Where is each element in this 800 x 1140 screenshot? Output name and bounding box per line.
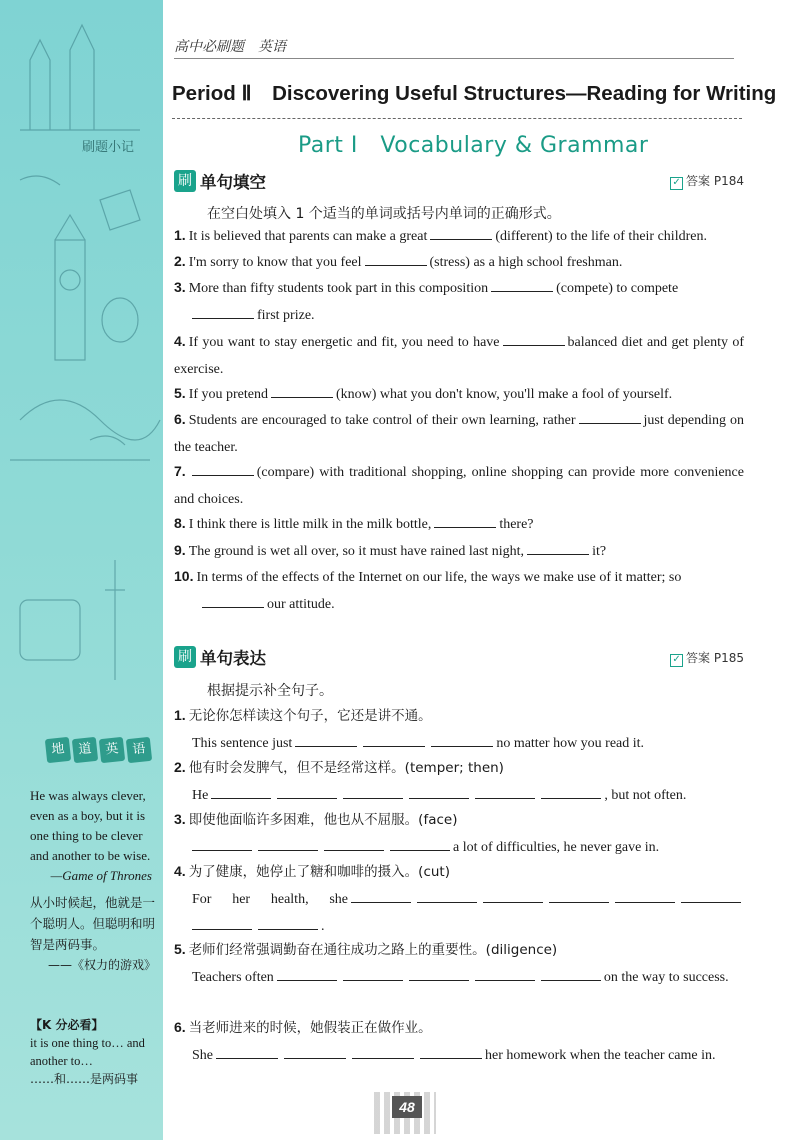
question: 4. If you want to stay energetic and fit, you need to have balanced diet and get plenty of exercise. — [174, 333, 744, 377]
key-point-box — [30, 1016, 156, 1088]
question: 6. 当老师进来的时候，她假装正在做作业。 She her homework when the teacher came in. — [174, 1019, 716, 1063]
question: 3. 即使他面临许多困难，他也从不屈服。(face) a lot of difficulties, he never gave in. — [174, 811, 660, 855]
question: 5. 老师们经常强调勤奋在通往成功之路上的重要性。(diligence) Teachers often on the way to success. — [174, 941, 729, 985]
brush-icon: 刷 — [174, 646, 196, 668]
check-icon: ✓ — [670, 177, 683, 190]
question: 9. The ground is wet all over, so it must have rained last night, it? — [174, 542, 607, 559]
proverb-source: —Game of Thrones — [50, 868, 152, 883]
key-point-chinese: ……和……是两码事 — [30, 1072, 139, 1086]
book-header: 高中必刷题 英语 — [174, 36, 734, 59]
title-divider — [172, 118, 742, 119]
question: 7. (compare) with traditional shopping, online shopping can provide more convenience and choices. — [174, 463, 744, 507]
period-title: Period Ⅱ Discovering Useful Structures—Reading for Writing — [172, 82, 777, 105]
section-title: 单句填空 — [200, 173, 266, 192]
question: 2. I'm sorry to know that you feel (stress) as a high school freshman. — [174, 253, 623, 270]
section-heading — [174, 644, 266, 670]
banner-char: 道 — [72, 737, 98, 763]
landmark-sketch-illustration — [0, 0, 163, 700]
note-tag: 刷题小记 — [82, 140, 135, 155]
question: 5. If you pretend (know) what you don't know, you'll make a fool of yourself. — [174, 385, 673, 402]
answer-reference: ✓ 答案 P185 — [670, 649, 744, 667]
page-number: 48 — [392, 1096, 422, 1118]
part-title: Part Ⅰ Vocabulary & Grammar — [298, 133, 649, 158]
proverb-box — [30, 786, 156, 975]
key-point-title: 【K 分必看】 — [30, 1018, 104, 1032]
instruction: 在空白处填入 1 个适当的单词或括号内单词的正确形式。 — [207, 206, 561, 222]
banner-char: 地 — [45, 737, 71, 763]
question: 3. More than fifty students took part in this composition (compete) to compete first prize. — [174, 279, 679, 323]
brush-icon: 刷 — [174, 170, 196, 192]
question: 1. 无论你怎样读这个句子，它还是讲不通。 This sentence just no matter how you read it. — [174, 707, 645, 751]
section-heading — [174, 168, 266, 194]
question: 2. 他有时会发脾气，但不是经常这样。(temper; then) He , but not often. — [174, 759, 687, 803]
key-point-english: it is one thing to… and another to… — [30, 1036, 145, 1068]
banner-char: 语 — [126, 737, 152, 763]
question: 8. I think there is little milk in the milk bottle, there? — [174, 515, 534, 532]
question: 10. In terms of the effects of the Internet on our life, the ways we make use of it matter; so our attitude. — [174, 568, 682, 612]
question: 6. Students are encouraged to take control of their own learning, rather just depending on the teacher. — [174, 411, 744, 455]
answer-reference: ✓ 答案 P184 — [670, 172, 744, 190]
check-icon: ✓ — [670, 654, 683, 667]
question: 4. 为了健康，她停止了糖和咖啡的摄入。(cut) For her health, she . — [174, 858, 744, 940]
proverb-chinese-source: ——《权力的游戏》 — [47, 958, 156, 972]
proverb-english: He was always clever, even as a boy, but it is one thing to be clever and another to be wise. — [30, 788, 151, 863]
instruction: 根据提示补全句子。 — [207, 683, 333, 699]
sidebar — [0, 0, 163, 1140]
section-title: 单句表达 — [200, 649, 266, 668]
proverb-chinese: 从小时候起，他就是一个聪明人。但聪明和明智是两码事。 — [30, 895, 156, 952]
proverb-banner — [46, 738, 151, 762]
banner-char: 英 — [99, 737, 125, 763]
question: 1. It is believed that parents can make a great (different) to the life of their children. — [174, 227, 707, 244]
